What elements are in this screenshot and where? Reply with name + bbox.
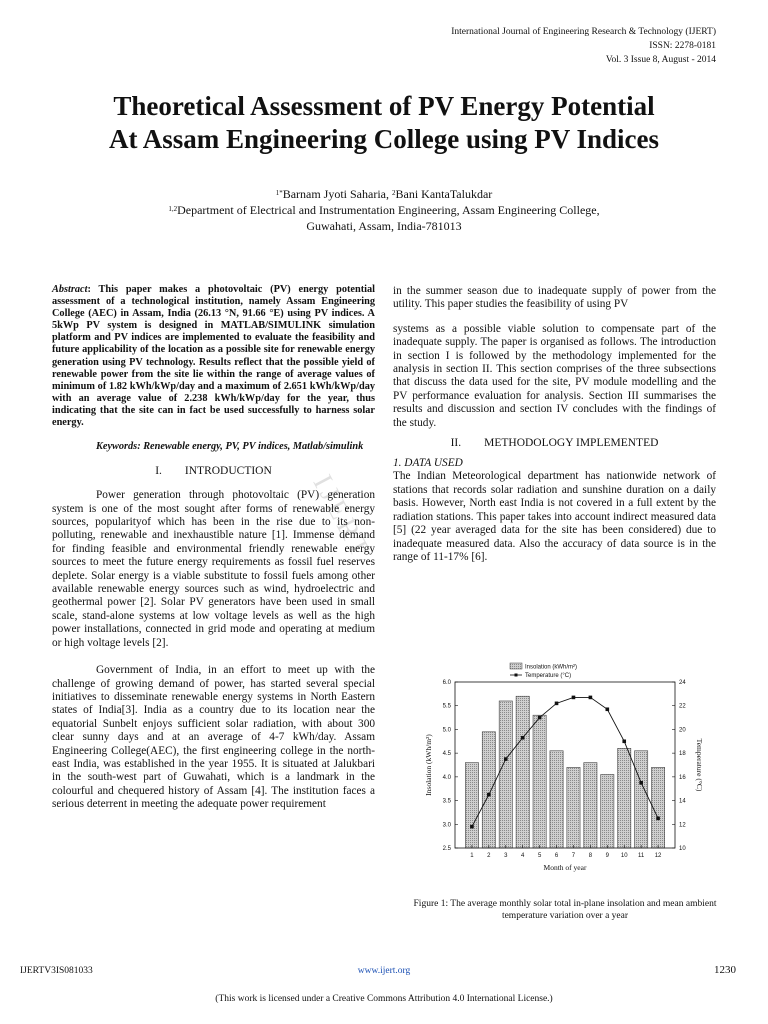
insolation-bar [567,767,580,848]
x-tick-label: 2 [487,853,491,859]
right-paragraph-2: systems as a possible viable solution to compensate part of the inadequate supply. The paper is organised as follows. The introduction in section I is followed by the methodology implemented for the analysis in section II. This section comprises of the three subsections that discuss the data used for the site, PV module modelling and the PV performance evaluation for analysis. Section III summarises the results and discussion and section IV concludes with the findings of the study. [393,322,716,429]
abstract-text: : This paper makes a photovoltaic (PV) energy potential assessment of a technological institution, namely Assam Engineering College (AEC) in Assam, India (26.13 °N, 91.66 °E) using PV indices. A 5kWp PV system is designed in MATLAB/SIMULINK simulation platform and PV indices are implemented to evaluate the feasibility and future applicability of the location as a possible site for renewable energy generation using PV technology. Results reflect that the possible yield of renewable power from the site lie within the range of average values of minimum of 1.82 kWh/kWp/day and a maximum of 2.651 kWh/kWp/day with an average value of 2.238 kWh/kWp/day for the year, thus indicating that the site can in fact be used successfully to harness solar energy. [52,284,375,429]
section-1-heading: I. INTRODUCTION [155,465,272,478]
volume-issue: Vol. 3 Issue 8, August - 2014 [605,55,716,65]
x-tick-label: 10 [620,853,628,859]
journal-url-link[interactable] [0,966,768,976]
abstract-label: Abstract [52,284,88,295]
left-tick-label: 4.5 [442,751,451,758]
author1-sup: 1* [275,189,283,197]
section-2-heading: II. METHODOLOGY IMPLEMENTED [450,437,659,450]
insolation-bar [601,774,614,848]
title-line-2: At Assam Engineering College using PV Indices [108,124,660,154]
left-tick-label: 4.0 [442,774,451,781]
x-tick-label: 11 [638,853,645,859]
x-tick-label: 12 [654,853,662,859]
temperature-point [622,739,626,743]
right-tick-label: 12 [679,822,686,829]
left-axis-label: Insolation (kWh/m²) [424,734,433,796]
paper-title [30,90,738,156]
temperature-point [538,716,542,720]
temperature-point [572,696,576,700]
legend-line-marker [515,674,518,677]
x-tick-label: 7 [571,853,576,859]
insolation-bar [482,732,495,848]
journal-name: International Journal of Engineering Research & Technology (IJERT) [451,27,716,37]
right-tick-label: 20 [679,727,686,734]
author-2: Bani KantaTalukdar [395,187,493,201]
x-tick-label: 3 [504,853,508,859]
insolation-bar [550,751,563,848]
insolation-bar [618,748,631,848]
temperature-point [639,781,643,785]
right-column [393,285,716,564]
license-note: (This work is licensed under a Creative Commons Attribution 4.0 International License.) [215,994,553,1004]
left-tick-label: 6.0 [442,680,451,686]
right-tick-label: 14 [679,798,686,805]
x-tick-label: 6 [554,853,559,859]
keywords: Keywords: Renewable energy, PV, PV indices, Matlab/simulink [96,441,364,453]
insolation-bar [635,751,648,848]
right-tick-label: 18 [679,751,686,758]
temperature-point [656,817,660,821]
affiliation-line-2: Guwahati, Assam, India-781013 [306,219,462,233]
intro-paragraph-1: Power generation through photovoltaic (PV) generation system is one of the most sought after forms of renewable energy sources, popularityof which has been in the rise due to its non-polluting, renewable and inexhaustible nature [1]. Immense demand for finding feasible and environmental friendly renewable energy sources to meet the future energy requirements as fossil fuel reserves deplete. Solar energy is a viable substitute to fossil fuels among other available renewable energy sources such as wind, hydroelectric and geothermal power [2]. Solar PV generators have been used in small scale, stand-alone systems at low voltage levels as well as the high power installations, connected in grid mode and operating at medium or high voltage levels [2]. [52,489,375,649]
temperature-point [470,825,474,829]
journal-url[interactable]: www.ijert.org [357,966,411,976]
affiliation-line-1 [0,202,768,218]
right-axis-label: Temperature (°C) [695,738,704,792]
x-tick-label: 9 [605,853,609,859]
paper-id: IJERTV3IS081033 [20,966,93,976]
author2-sup: 2 [392,189,396,197]
insolation-bar [465,763,478,848]
abstract [52,284,375,429]
temperature-point [487,793,491,797]
x-tick-label: 4 [521,853,525,859]
x-tick-label: 1 [470,853,474,859]
ijert-watermark: IJERT [306,470,377,566]
legend-temperature: Temperature (°C) [525,673,572,679]
right-tick-label: 16 [679,774,686,781]
x-tick-label: 5 [537,853,542,859]
page-number: 1230 [714,964,736,976]
legend-bar-swatch [510,663,522,669]
right-paragraph-1: in the summer season due to inadequate supply of power from the utility. This paper studies the feasibility of using PV [393,285,716,311]
affiliation-1: Department of Electrical and Instrumentation Engineering, Assam Engineering College, [177,203,600,217]
issn: ISSN: 2278-0181 [649,41,716,51]
insolation-bar [533,715,546,848]
left-tick-label: 3.0 [442,822,451,829]
temperature-point [589,696,593,700]
data-used-paragraph: The Indian Meteorological department has nationwide network of stations that records solar radiation and sunshine duration on a daily basis. However, North east India is not covered in a full extent by the radiation stations. This paper takes into account indirect measured data [5] (22 year averaged data for the site has been considered) due to inadequate measured data. Also the accuracy of data source is in the range of 11-17% [6]. [393,470,716,563]
title-line-1: Theoretical Assessment of PV Energy Potential [113,91,655,121]
left-tick-label: 2.5 [442,846,451,852]
legend-insolation: Insolation (kWh/m²) [525,664,578,671]
left-column [52,284,375,812]
left-tick-label: 5.0 [442,727,451,734]
temperature-point [606,707,610,711]
x-tick-label: 8 [588,853,593,859]
intro-paragraph-2: Government of India, in an effort to meet up with the challenge of growing demand of power, has started several special initiatives to disseminate renewable energy systems in North Eastern states of India[3]. India as a country due to its location near the equatorial Sunbelt enjoys sufficient solar radiation, with about 300 clear sunny days and at an average of 4-7 kWh/day. Assam Engineering College(AEC), the first engineering college in the north-east India, was established in the year 1955. It is situated at Jalukbari in the south-west part of Guwahati, which is a landmark in the colourful and chequered history of Assam [4]. The institution faces a serious deterrent in meeting the adequate power requirement [52,664,375,811]
right-tick-label: 10 [679,846,686,852]
right-tick-label: 24 [679,680,686,686]
figure-1-chart [410,660,710,885]
left-tick-label: 3.5 [442,798,451,805]
right-tick-label: 22 [679,703,686,710]
temperature-point [555,702,559,706]
temperature-point [521,736,525,740]
author-names [0,186,768,202]
temperature-point [504,757,508,761]
affiliation-sup: 1,2 [168,205,178,213]
insolation-bar [584,763,597,848]
left-tick-label: 5.5 [442,703,451,710]
figure-caption: Figure 1: The average monthly solar total in-plane insolation and mean ambient temperature variation over a year [413,899,717,921]
x-axis-label: Month of year [543,863,587,872]
insolation-bar [499,701,512,848]
insolation-bar [516,696,529,848]
author-block [0,186,768,234]
subsection-1-heading: 1. DATA USED [393,457,463,470]
author-1: Barnam Jyoti Saharia, [282,187,392,201]
insolation-temperature-chart [410,660,710,885]
